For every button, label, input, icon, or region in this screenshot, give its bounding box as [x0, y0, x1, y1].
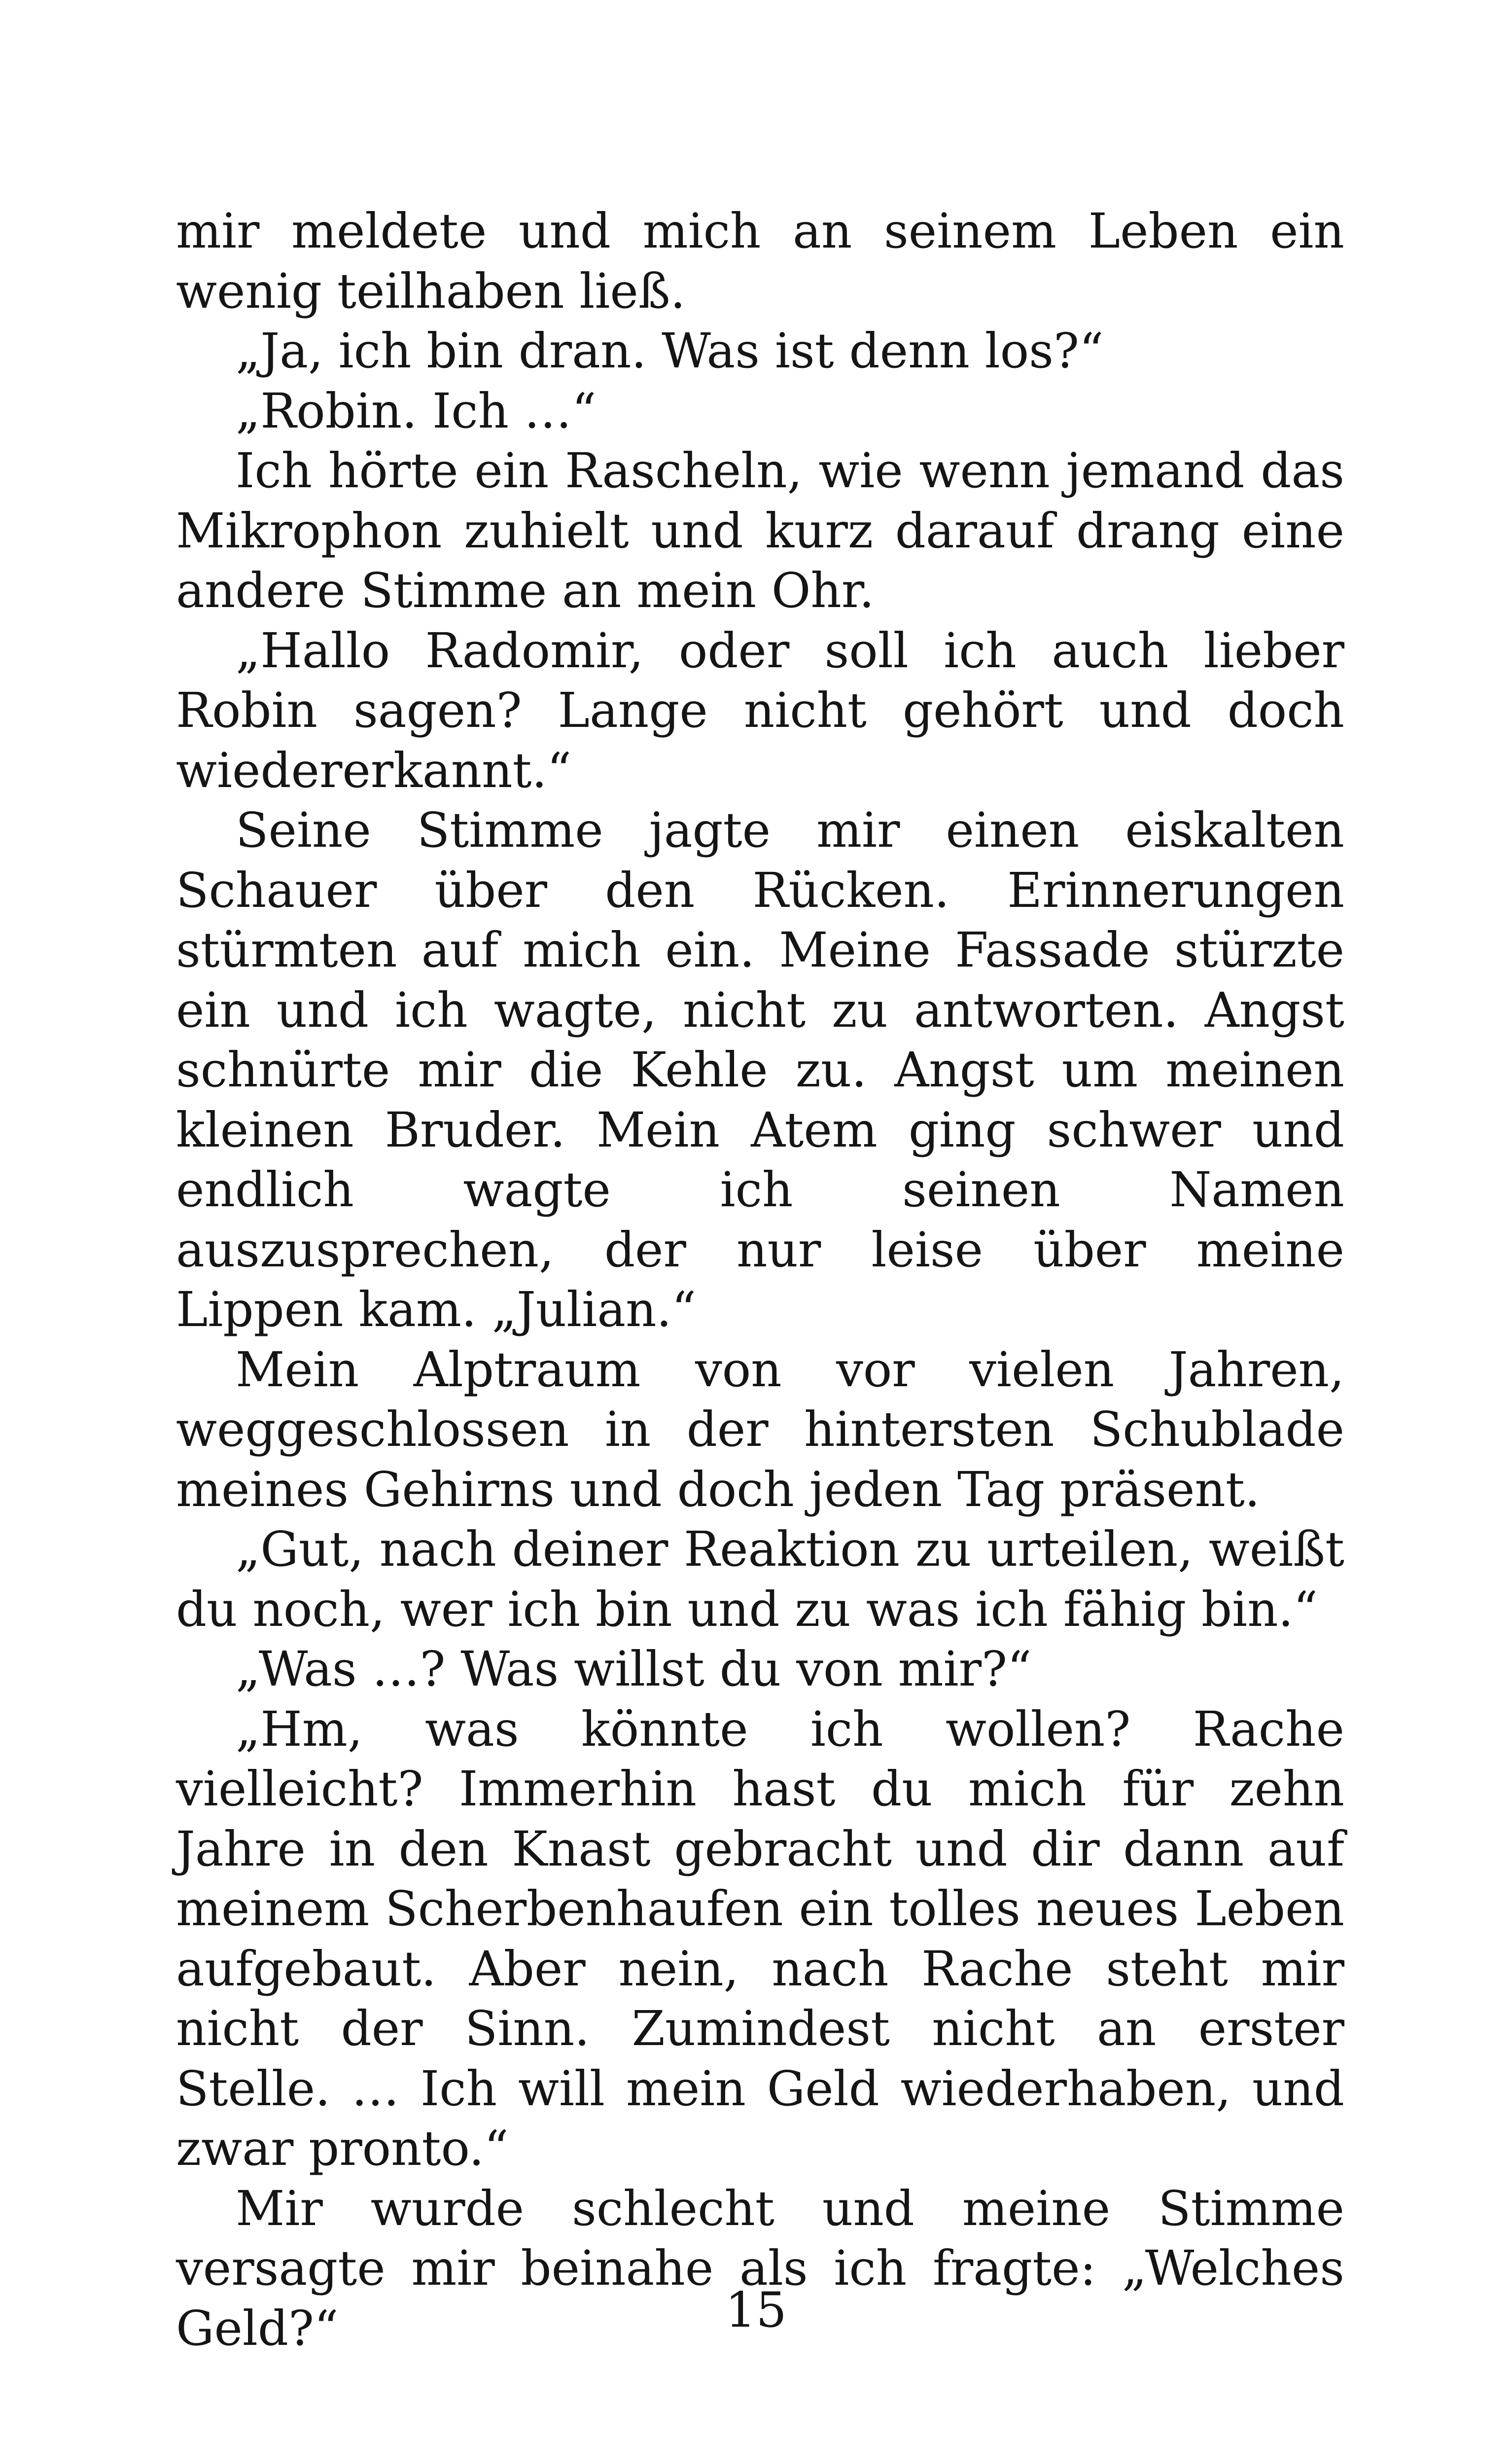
paragraph: Ich hörte ein Rascheln, wie wenn jemand das Mikrophon zuhielt und kurz darauf drang eine andere Stimme an mein Ohr. [176, 443, 1344, 618]
paragraph-dialogue: „Robin. Ich …“ [236, 383, 597, 439]
paragraph-dialogue: „Hallo Radomir, oder soll ich auch lieber Robin sagen? Lange nicht gehört und doch wiedererkannt.“ [176, 622, 1344, 798]
paragraph-dialogue: „Was …? Was willst du von mir?“ [236, 1641, 1032, 1697]
paragraph: Mir wurde schlecht und meine Stimme versagte mir beinahe als ich fragte: „Welches Geld?“ [176, 2180, 1344, 2356]
paragraph: Mein Alptraum von vor vielen Jahren, weggeschlossen in der hintersten Schublade meines Gehirns und doch jeden Tag präsent. [176, 1341, 1344, 1517]
paragraph-dialogue: „Hm, was könnte ich wollen? Rache vielleicht? Immerhin hast du mich für zehn Jahre in den Knast gebracht und dir dann auf meinem Scherbenhaufen ein tolles neues Leben aufgebaut. Aber nein, nach Rache steht mir nicht der Sinn. Zumindest nicht an erster Stelle. … Ich will mein Geld wiederhaben, und zwar pronto.“ [176, 1701, 1344, 2176]
paragraph-dialogue: „Gut, nach deiner Reaktion zu urteilen, weißt du noch, wer ich bin und zu was ich fähig bin.“ [176, 1521, 1344, 1637]
paragraph: Seine Stimme jagte mir einen eiskalten Schauer über den Rücken. Erinnerungen stürmten auf mich ein. Meine Fassade stürzte ein und ich wagte, nicht zu antworten. Angst schnürte mir die Kehle zu. Angst um meinen kleinen Bruder. Mein Atem ging schwer und endlich wagte ich seinen Namen auszusprechen, der nur leise über meine Lippen kam. „Julian.“ [176, 802, 1344, 1337]
body-text [176, 201, 1344, 2358]
page-number: 15 [725, 2282, 787, 2338]
paragraph-dialogue: „Ja, ich bin dran. Was ist denn los?“ [236, 323, 1104, 379]
paragraph-continuation: mir meldete und mich an seinem Leben ein wenig teilhaben ließ. [176, 203, 1344, 319]
